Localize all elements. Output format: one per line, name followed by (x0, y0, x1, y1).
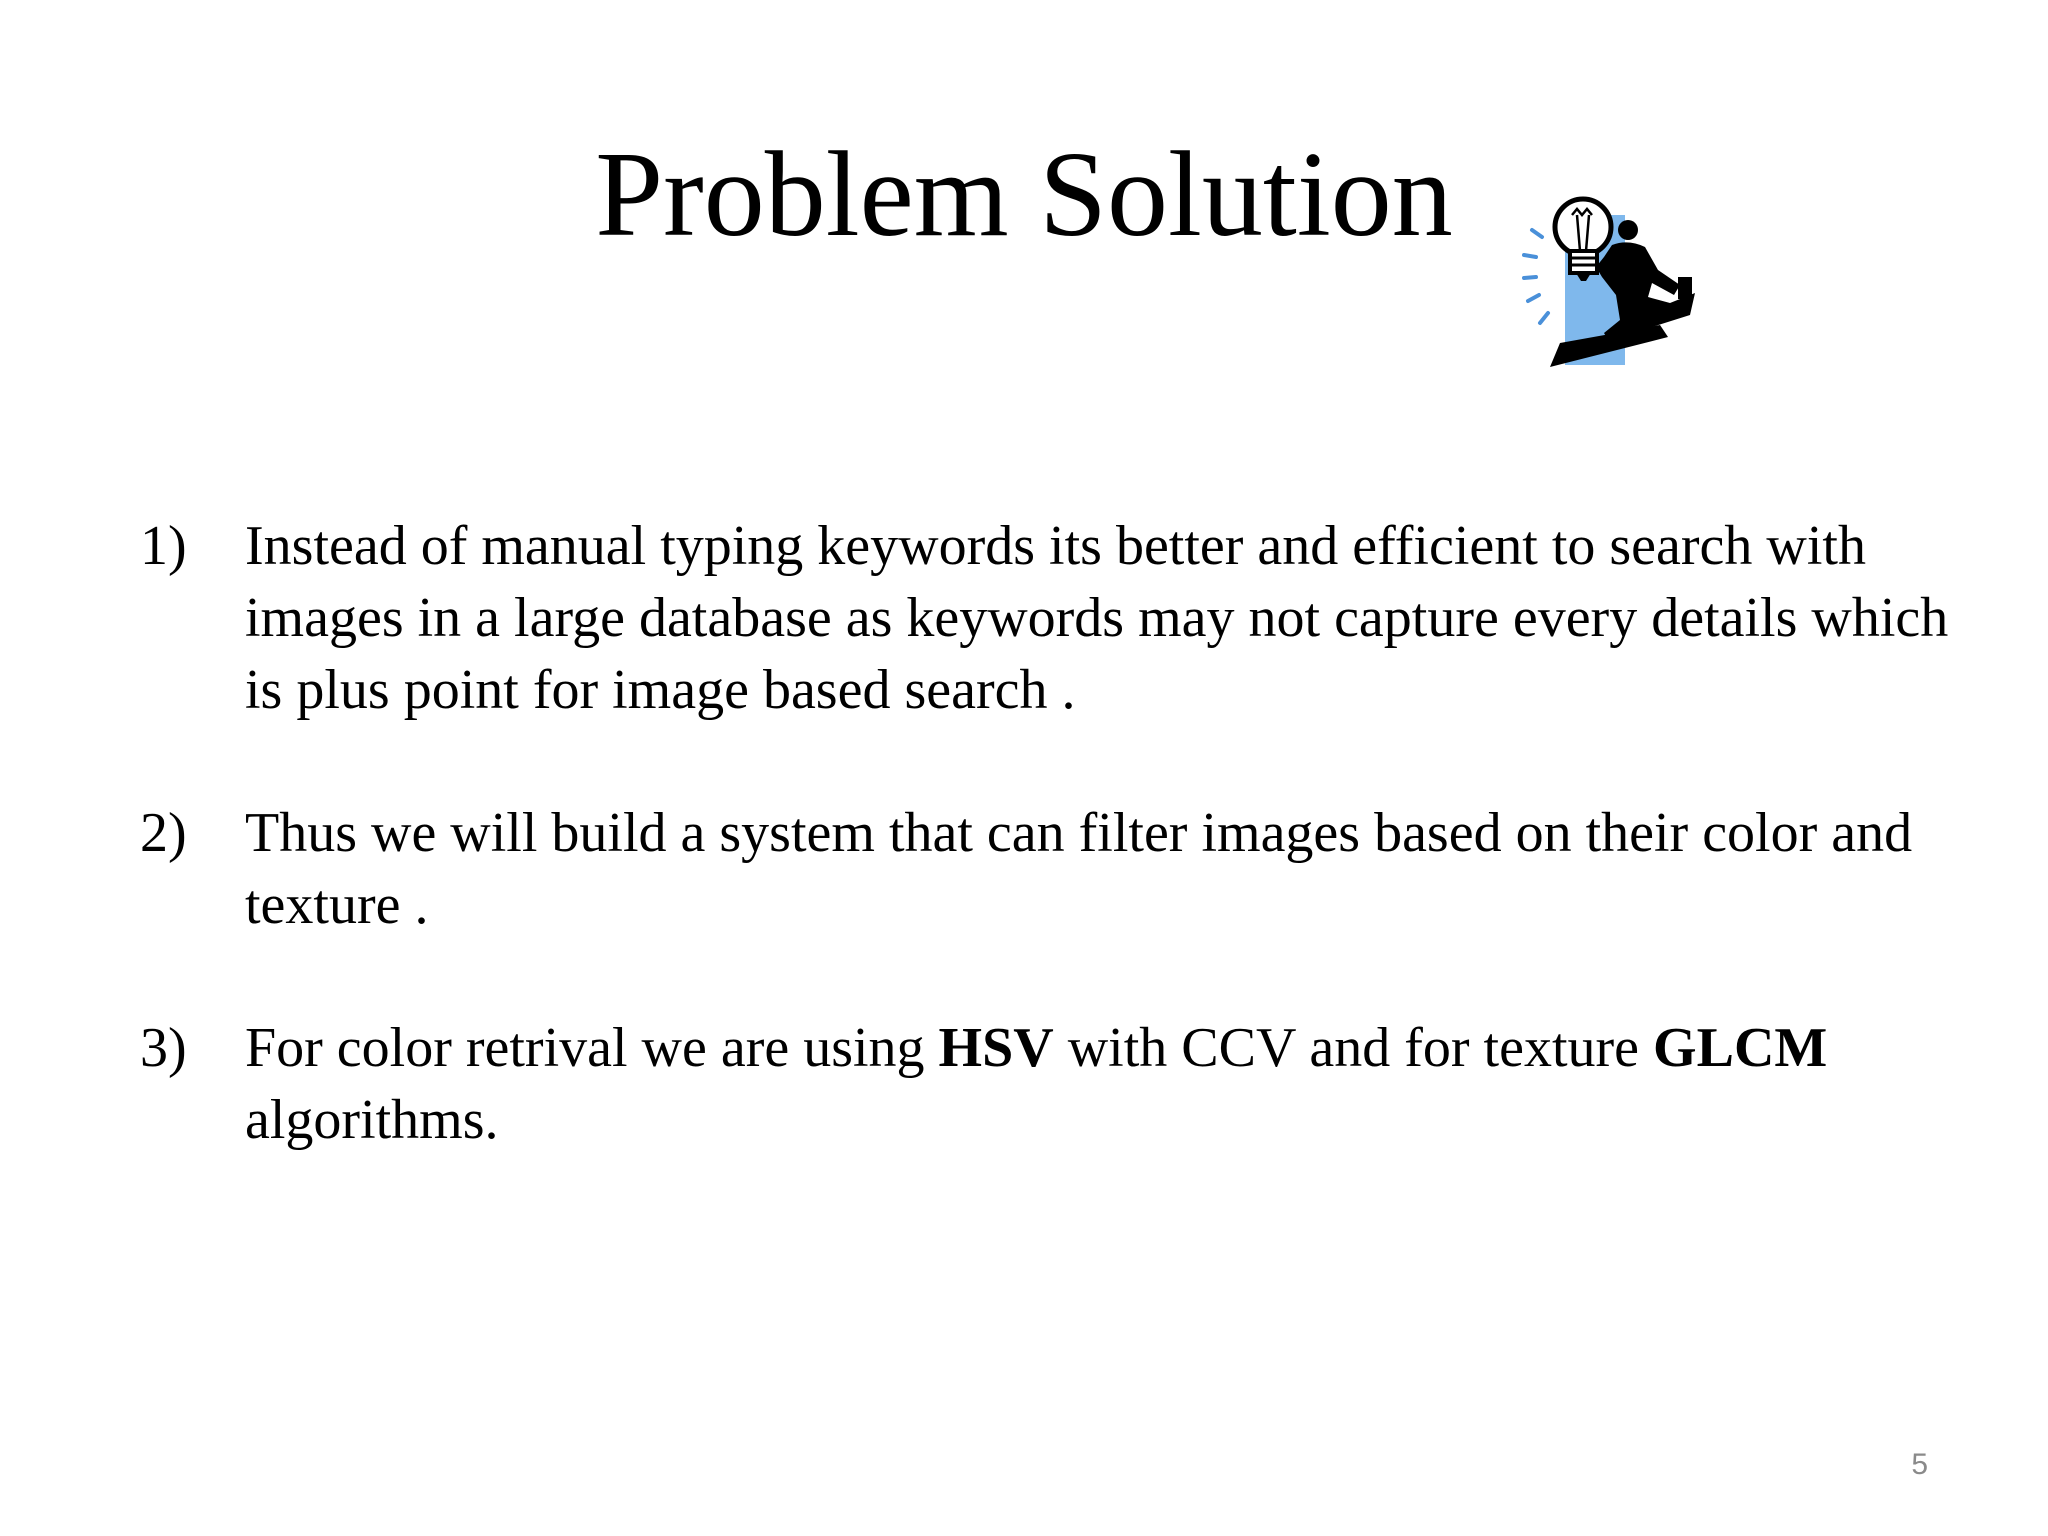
bold-term-hsv: HSV (938, 1017, 1054, 1079)
text-run: algorithms. (245, 1089, 499, 1151)
list-item-number: 3) (140, 1017, 187, 1079)
list-item-number: 1) (140, 515, 187, 577)
solution-list (140, 510, 1970, 1227)
page-number: 5 (1911, 1448, 1928, 1481)
list-item-text (245, 1017, 1827, 1151)
list-item (140, 510, 1970, 726)
list-item-text: Thus we will build a system that can filter images based on their color and texture . (245, 802, 1913, 936)
list-item (140, 797, 1970, 941)
list-item-number: 2) (140, 802, 187, 864)
bold-term-glcm: GLCM (1653, 1017, 1828, 1079)
text-run: with CCV and for texture (1053, 1017, 1654, 1079)
person-with-lightbulb-icon (1520, 185, 1700, 370)
text-run: For color retrival we are using (245, 1017, 939, 1079)
slide-title: Problem Solution (595, 127, 1453, 262)
list-item-text: Instead of manual typing keywords its better and efficient to search with images in a large database as keywords may not capture every details which is plus point for image based search . (245, 515, 1949, 721)
list-item (140, 1012, 1970, 1156)
